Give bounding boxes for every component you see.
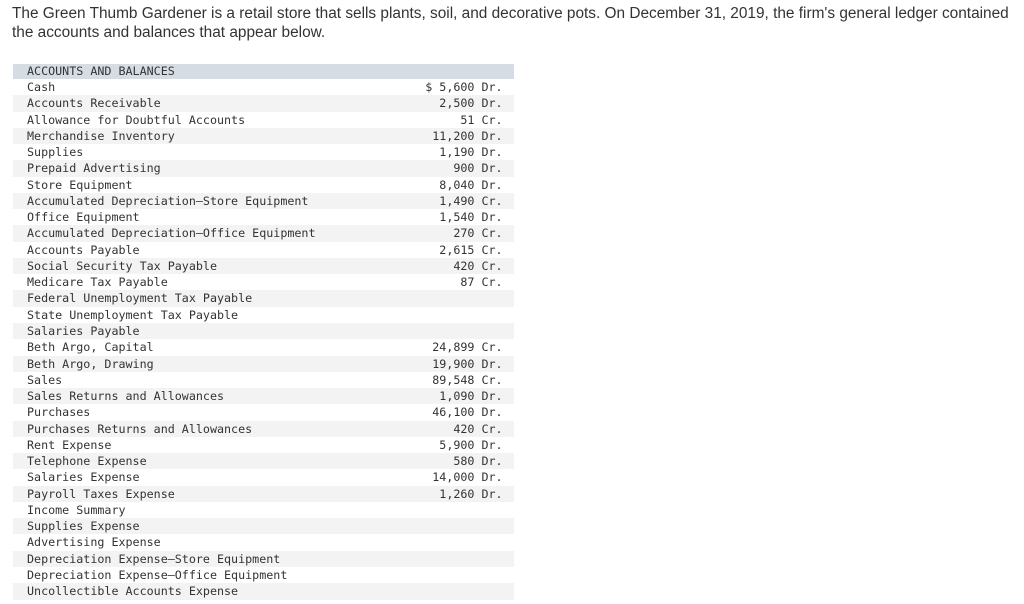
account-amount (402, 567, 475, 583)
table-row (13, 209, 514, 225)
account-amount: 420 (453, 421, 475, 436)
debit-credit-indicator: Dr. (481, 486, 503, 501)
table-header: ACCOUNTS AND BALANCES (13, 64, 514, 79)
debit-credit-indicator: Dr. (481, 454, 503, 469)
account-amount: 87 (460, 275, 475, 290)
table-row (13, 534, 514, 550)
account-name: Social Security Tax Payable (27, 258, 217, 273)
debit-credit-indicator: Cr. (481, 258, 503, 273)
account-name: Salaries Payable (27, 323, 140, 338)
debit-credit-indicator: Cr. (481, 226, 503, 241)
table-row (13, 421, 514, 437)
account-amount: 270 (453, 226, 475, 241)
account-amount: 8,040 (439, 177, 475, 192)
account-amount: 14,000 (432, 470, 475, 485)
debit-credit-indicator (474, 583, 514, 599)
account-name: Payroll Taxes Expense (27, 486, 175, 501)
table-row (13, 437, 514, 453)
account-amount: 24,899 (432, 340, 475, 355)
debit-credit-indicator (474, 518, 514, 534)
account-name: Supplies (27, 145, 84, 160)
account-name: Federal Unemployment Tax Payable (27, 291, 253, 306)
account-name: State Unemployment Tax Payable (27, 307, 239, 322)
table-row (13, 128, 514, 144)
account-amount: 2,500 (439, 96, 475, 111)
table-row (13, 502, 514, 518)
table-row (13, 112, 514, 128)
table-row (13, 290, 514, 306)
table-body (13, 79, 514, 600)
account-amount: 46,100 (432, 405, 475, 420)
debit-credit-indicator (474, 290, 514, 306)
debit-credit-indicator (474, 534, 514, 550)
account-amount: 11,200 (432, 128, 475, 143)
table-row (13, 144, 514, 160)
account-amount: 580 (453, 454, 475, 469)
table-row (13, 469, 514, 485)
table-row (13, 160, 514, 176)
debit-credit-indicator: Cr. (481, 242, 503, 257)
account-amount: 1,260 (439, 486, 475, 501)
debit-credit-indicator (474, 567, 514, 583)
debit-credit-indicator: Dr. (481, 389, 503, 404)
account-name: Purchases Returns and Allowances (27, 421, 253, 436)
account-name: Office Equipment (27, 210, 140, 225)
account-amount: $ 5,600 (425, 80, 475, 94)
account-name: Rent Expense (27, 437, 112, 452)
account-amount (402, 551, 475, 567)
account-amount: 1,190 (439, 145, 475, 160)
debit-credit-indicator: Dr. (481, 145, 503, 160)
table-row (13, 453, 514, 469)
debit-credit-indicator (474, 307, 514, 323)
account-amount (402, 290, 475, 306)
debit-credit-indicator: Cr. (481, 193, 503, 208)
account-name: Salaries Expense (27, 470, 140, 485)
table-row (13, 225, 514, 241)
debit-credit-indicator (474, 323, 514, 339)
account-name: Sales Returns and Allowances (27, 389, 225, 404)
account-name: Beth Argo, Capital (27, 340, 154, 355)
account-amount: 1,540 (439, 210, 475, 225)
table-row (13, 388, 514, 404)
debit-credit-indicator: Cr. (481, 275, 503, 290)
account-name: Prepaid Advertising (27, 161, 161, 176)
account-name: Purchases (27, 405, 91, 420)
account-amount: 2,615 (439, 242, 475, 257)
debit-credit-indicator: Dr. (481, 96, 503, 111)
account-amount: 89,548 (432, 372, 475, 387)
debit-credit-indicator: Dr. (481, 210, 503, 225)
table-row (13, 242, 514, 258)
account-amount: 420 (453, 258, 475, 273)
account-name: Beth Argo, Drawing (27, 356, 154, 371)
account-name: Telephone Expense (27, 454, 147, 469)
account-name: Medicare Tax Payable (27, 275, 168, 290)
table-row (13, 258, 514, 274)
table-row (13, 339, 514, 355)
account-name: Advertising Expense (27, 535, 161, 550)
debit-credit-indicator: Dr. (481, 437, 503, 452)
table-row (13, 486, 514, 502)
table-row (13, 567, 514, 583)
account-name: Depreciation Expense–Office Equipment (27, 567, 288, 582)
account-amount (402, 583, 475, 599)
debit-credit-indicator: Dr. (481, 177, 503, 192)
table-row (13, 356, 514, 372)
table-row (13, 307, 514, 323)
debit-credit-indicator: Dr. (481, 161, 503, 176)
account-name: Accumulated Depreciation–Office Equipment (27, 226, 316, 241)
accounts-balances-table (13, 64, 514, 600)
debit-credit-indicator: Cr. (481, 421, 503, 436)
debit-credit-indicator: Dr. (481, 128, 503, 143)
debit-credit-indicator: Dr. (481, 356, 503, 371)
debit-credit-indicator: Cr. (481, 340, 503, 355)
table-row (13, 274, 514, 290)
debit-credit-indicator (474, 502, 514, 518)
account-name: Supplies Expense (27, 519, 140, 534)
debit-credit-indicator (474, 551, 514, 567)
intro-paragraph: The Green Thumb Gardener is a retail store that sells plants, soil, and decorative pots. On December 31, 2019, the firm's general ledger contained the accounts and balances that appear below. (12, 5, 1009, 41)
account-name: Uncollectible Accounts Expense (27, 584, 239, 599)
account-name: Income Summary (27, 502, 126, 517)
account-amount (402, 534, 475, 550)
account-name: Merchandise Inventory (27, 128, 175, 143)
debit-credit-indicator: Dr. (481, 405, 503, 420)
account-amount (402, 518, 475, 534)
account-amount: 1,490 (439, 193, 475, 208)
table-row (13, 79, 514, 95)
debit-credit-indicator: Dr. (481, 470, 503, 485)
account-amount (402, 502, 475, 518)
account-name: Allowance for Doubtful Accounts (27, 112, 246, 127)
debit-credit-indicator: Cr. (481, 372, 503, 387)
account-amount: 900 (453, 161, 475, 176)
account-name: Sales (27, 372, 63, 387)
table-row (13, 193, 514, 209)
account-name: Depreciation Expense–Store Equipment (27, 551, 281, 566)
debit-credit-indicator: Cr. (481, 112, 503, 127)
debit-credit-indicator: Dr. (481, 80, 503, 94)
table-row (13, 177, 514, 193)
account-amount: 1,090 (439, 389, 475, 404)
account-amount: 5,900 (439, 437, 475, 452)
account-amount (402, 323, 475, 339)
table-row (13, 551, 514, 567)
account-amount (402, 307, 475, 323)
account-name: Accounts Payable (27, 242, 140, 257)
table-row (13, 372, 514, 388)
table-row (13, 404, 514, 420)
table-row (13, 518, 514, 534)
account-amount: 19,900 (432, 356, 475, 371)
table-row (13, 323, 514, 339)
account-name: Store Equipment (27, 177, 133, 192)
account-amount: 51 (460, 112, 475, 127)
account-name: Accounts Receivable (27, 96, 161, 111)
account-name: Cash (27, 80, 56, 94)
account-name: Accumulated Depreciation–Store Equipment (27, 193, 309, 208)
table-row (13, 583, 514, 599)
table-row (13, 95, 514, 111)
